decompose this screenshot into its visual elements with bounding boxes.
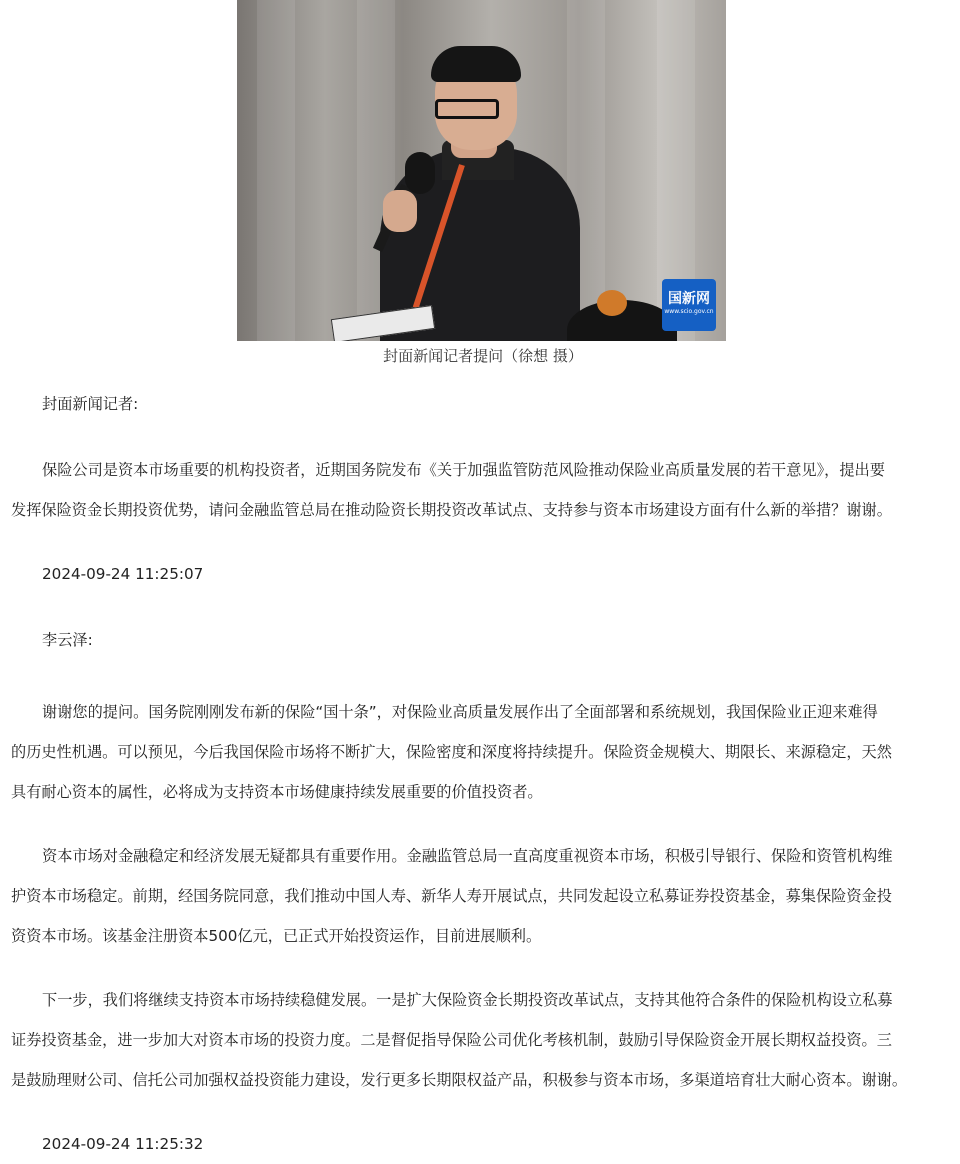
answer-paragraph-1 [11, 692, 960, 812]
answer-paragraph-3 [11, 980, 960, 1100]
curtain-fold [257, 0, 295, 341]
text-line: 发挥保险资金长期投资优势，请问金融监管总局在推动险资长期投资改革试点、支持参与资本市场建设方面有什么新的举措？谢谢。 [11, 501, 892, 519]
photo-caption: 封面新闻记者提问（徐想 摄） [383, 347, 583, 365]
text-line: 2024-09-24 11:25:32 [42, 1135, 204, 1153]
text-line: 是鼓励理财公司、信托公司加强权益投资能力建设，发行更多长期限权益产品，积极参与资本市场，多渠道培育壮大耐心资本。谢谢。 [11, 1071, 908, 1089]
hair-tie [597, 290, 627, 316]
text-line: 李云泽: [42, 631, 93, 649]
news-photo [237, 0, 726, 341]
text-line: 资本市场对金融稳定和经济发展无疑都具有重要作用。金融监管总局一直高度重视资本市场，积极引导银行、保险和资管机构维 [42, 847, 893, 865]
question-paragraph [11, 450, 960, 530]
text-line: 封面新闻记者: [42, 395, 139, 413]
speaker-label-reporter [11, 384, 960, 424]
text-line: 具有耐心资本的属性，必将成为支持资本市场健康持续发展重要的价值投资者。 [11, 783, 543, 801]
answer-paragraph-2 [11, 836, 960, 956]
text-line: 保险公司是资本市场重要的机构投资者，近期国务院发布《关于加强监管防范风险推动保险业高质量发展的若干意见》，提出要 [42, 461, 885, 479]
text-line: 的历史性机遇。可以预见，今后我国保险市场将不断扩大，保险密度和深度将持续提升。保险资金规模大、期限长、来源稳定，天然 [11, 743, 892, 761]
text-line: 2024-09-24 11:25:07 [42, 565, 204, 583]
badge-text: 国新网 [668, 291, 710, 307]
timestamp [11, 1124, 960, 1164]
text-line: 护资本市场稳定。前期，经国务院同意，我们推动中国人寿、新华人寿开展试点，共同发起设立私募证券投资基金，募集保险资金投 [11, 887, 892, 905]
speaker-label-answer [11, 620, 960, 660]
timestamp [11, 554, 960, 594]
text-line: 下一步，我们将继续支持资本市场持续稳健发展。一是扩大保险资金长期投资改革试点，支持其他符合条件的保险机构设立私募 [42, 991, 893, 1009]
reporter-hair [431, 46, 521, 82]
text-line: 资资本市场。该基金注册资本500亿元，已正式开始投资运作，目前进展顺利。 [11, 927, 542, 945]
microphone-icon [405, 152, 435, 194]
scio-logo-badge [662, 279, 716, 331]
glasses [435, 99, 499, 119]
badge-subtext: www.scio.gov.cn [664, 308, 714, 315]
text-line: 证券投资基金，进一步加大对资本市场的投资力度。二是督促指导保险公司优化考核机制，鼓励引导保险资金开展长期权益投资。三 [11, 1031, 892, 1049]
reporter-hand [383, 190, 417, 232]
text-line: 谢谢您的提问。国务院刚刚发布新的保险“国十条”，对保险业高质量发展作出了全面部署和系统规划，我国保险业正迎来难得 [42, 703, 878, 721]
